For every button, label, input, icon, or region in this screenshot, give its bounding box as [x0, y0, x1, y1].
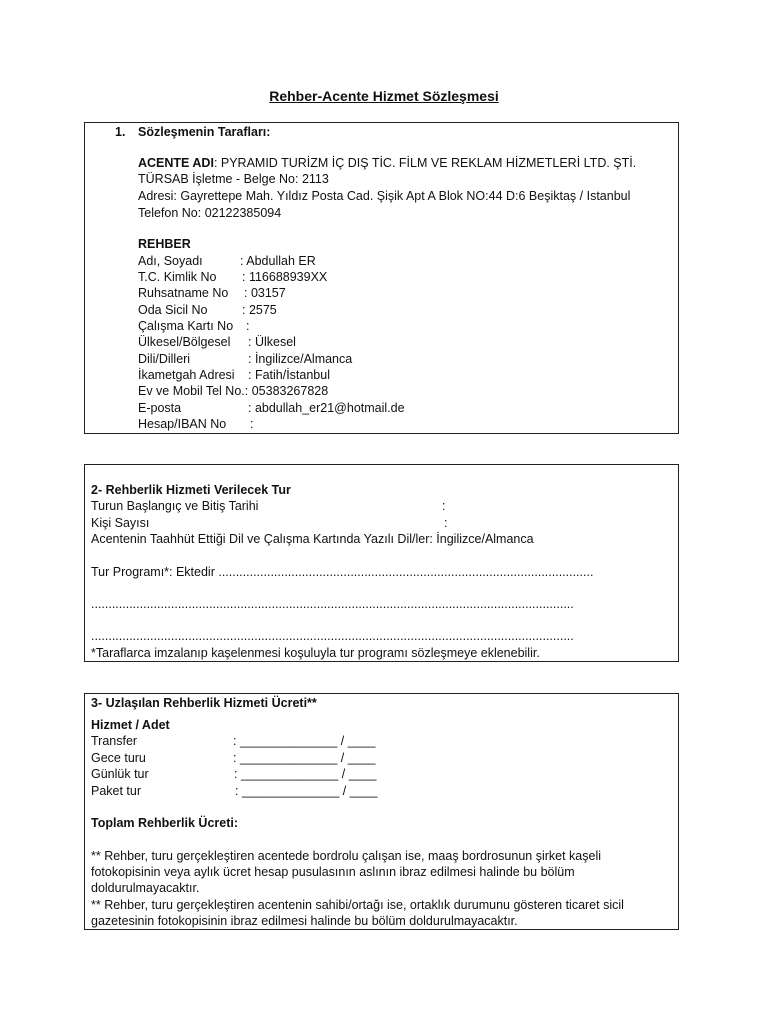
service-subheading: Hizmet / Adet	[91, 718, 170, 732]
guide-heading: REHBER	[138, 237, 191, 251]
guide-field-row: Ülkesel/Bölgesel : Ülkesel	[138, 335, 296, 349]
fee-note: ** Rehber, turu gerçekleştiren acentede bordrolu çalışan ise, maaş bordrosunun şirket kaşeli	[91, 849, 601, 863]
dotted-line: ...........................................................................................................................................	[91, 629, 574, 643]
guide-field-row: Çalışma Kartı No :	[138, 319, 250, 333]
fee-note: gazetesinin fotokopisinin ibraz edilmesi halinde bu bölüm doldurulmayacaktır.	[91, 914, 518, 928]
section3-heading: 3- Uzlaşılan Rehberlik Hizmeti Ücreti**	[91, 696, 317, 710]
service-row: Paket tur : ______________ / ____	[91, 784, 378, 798]
tour-dates-value: :	[442, 499, 446, 513]
section1-number: 1.	[115, 125, 126, 139]
people-count-label: Kişi Sayısı	[91, 516, 150, 530]
tursab-line: TÜRSAB İşletme - Belge No: 2113	[138, 172, 329, 186]
agency-label: ACENTE ADI	[138, 156, 214, 170]
fee-note: ** Rehber, turu gerçekleştiren acentenin sahibi/ortağı ise, ortaklık durumunu gösteren ticaret sicil	[91, 898, 624, 912]
service-row: Günlük tur : ______________ / ____	[91, 767, 377, 781]
language-line: Acentenin Taahhüt Ettiği Dil ve Çalışma Kartında Yazılı Dil/ler: İngilizce/Almanca	[91, 532, 534, 546]
section1-heading: Sözleşmenin Tarafları:	[138, 125, 271, 139]
total-fee-label: Toplam Rehberlik Ücreti:	[91, 816, 239, 830]
tour-dates-label: Turun Başlangıç ve Bitiş Tarihi	[91, 499, 259, 513]
section2-heading: 2- Rehberlik Hizmeti Verilecek Tur	[91, 483, 291, 497]
agency-address: Adresi: Gayrettepe Mah. Yıldız Posta Cad. Şişik Apt A Blok NO:44 D:6 Beşiktaş / Istanbul	[138, 189, 631, 203]
guide-field-row: Hesap/IBAN No :	[138, 417, 254, 431]
section-fee	[84, 693, 679, 930]
guide-field-row: T.C. Kimlik No : 116688939XX	[138, 270, 328, 284]
section-parties	[84, 122, 679, 434]
service-row: Transfer : ______________ / ____	[91, 734, 376, 748]
agency-name: : PYRAMID TURİZM İÇ DIŞ TİC. FİLM VE REKLAM HİZMETLERİ LTD. ŞTİ.	[213, 156, 637, 170]
agency-phone: Telefon No: 02122385094	[138, 206, 282, 220]
agency-line	[138, 155, 636, 171]
guide-field-row: Dili/Dilleri : İngilizce/Almanca	[138, 352, 353, 366]
tour-program-note: *Taraflarca imzalanıp kaşelenmesi koşuluyla tur programı sözleşmeye eklenebilir.	[91, 646, 540, 660]
people-count-value: :	[444, 516, 448, 530]
guide-field-row: İkametgah Adresi : Fatih/İstanbul	[138, 368, 330, 382]
guide-field-row: Adı, Soyadı : Abdullah ER	[138, 254, 316, 268]
fee-note: fotokopisinin veya aylık ücret hesap pusulasının aslının ibraz edilmesi halinde bu bölüm	[91, 865, 575, 879]
guide-field-row: Ruhsatname No : 03157	[138, 286, 286, 300]
service-row: Gece turu : ______________ / ____	[91, 751, 376, 765]
tour-program-line: Tur Programı*: Ektedir ............................................................................................................	[91, 565, 594, 579]
guide-field-row: E-posta : abdullah_er21@hotmail.de	[138, 401, 405, 415]
fee-note: doldurulmayacaktır.	[91, 881, 200, 895]
dotted-line: ...........................................................................................................................................	[91, 597, 574, 611]
guide-field-row: Oda Sicil No : 2575	[138, 303, 277, 317]
guide-field-row: Ev ve Mobil Tel No.: 05383267828	[138, 384, 329, 398]
section-tour	[84, 464, 679, 662]
document-title: Rehber-Acente Hizmet Sözleşmesi	[269, 88, 499, 104]
